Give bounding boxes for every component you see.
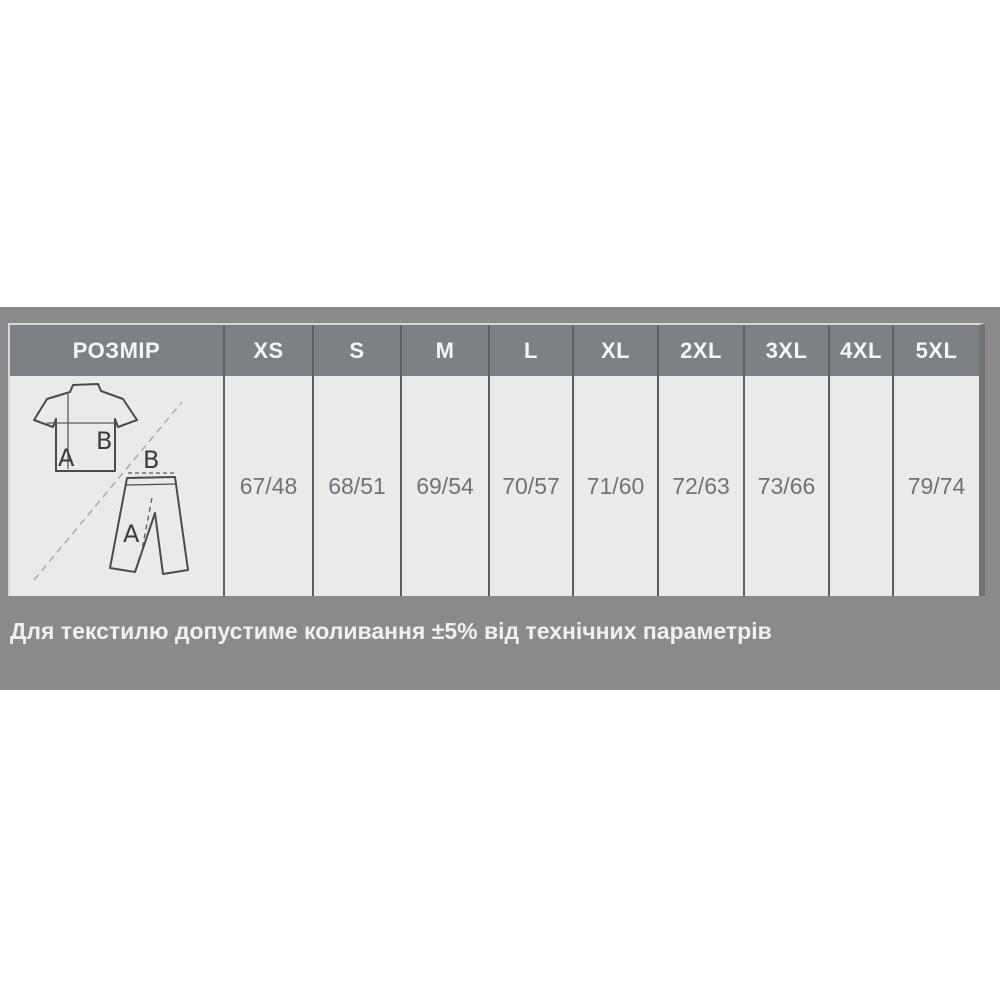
table-column	[659, 325, 745, 596]
garment-measurement-illustration	[10, 376, 223, 596]
column-value: 68/51	[314, 376, 400, 596]
column-value: 73/66	[745, 376, 828, 596]
tolerance-note: Для текстилю допустиме коливання ±5% від технічних параметрів	[10, 618, 772, 644]
column-header: 2XL	[659, 325, 743, 376]
column-header: РОЗМІР	[10, 325, 223, 376]
column-value: 70/57	[490, 376, 572, 596]
pants-length-label: A	[123, 520, 140, 548]
column-header: XL	[574, 325, 657, 376]
column-value: 72/63	[659, 376, 743, 596]
table-column	[314, 325, 402, 596]
column-header: S	[314, 325, 400, 376]
column-header: 3XL	[745, 325, 828, 376]
column-value: 69/54	[402, 376, 488, 596]
table-column	[225, 325, 314, 596]
table-column	[574, 325, 659, 596]
table-column	[402, 325, 490, 596]
size-column	[10, 325, 225, 596]
table-column	[830, 325, 894, 596]
column-header: L	[490, 325, 572, 376]
column-value	[830, 376, 892, 596]
size-table	[8, 323, 985, 596]
column-header: M	[402, 325, 488, 376]
pants-waistband-line	[126, 484, 176, 485]
pants-width-label: B	[143, 446, 160, 474]
column-value: 67/48	[225, 376, 312, 596]
shirt-width-label: B	[96, 427, 113, 455]
column-header: XS	[225, 325, 312, 376]
table-column	[894, 325, 979, 596]
shirt-length-label: A	[58, 444, 75, 472]
column-header: 5XL	[894, 325, 979, 376]
tshirt-outline	[34, 384, 137, 471]
column-value: 71/60	[574, 376, 657, 596]
table-column	[490, 325, 574, 596]
column-header: 4XL	[830, 325, 892, 376]
measurement-diagram	[10, 376, 223, 596]
pants-outline	[110, 477, 188, 574]
column-value: 79/74	[894, 376, 979, 596]
table-column	[745, 325, 830, 596]
size-chart-section	[0, 307, 1000, 690]
